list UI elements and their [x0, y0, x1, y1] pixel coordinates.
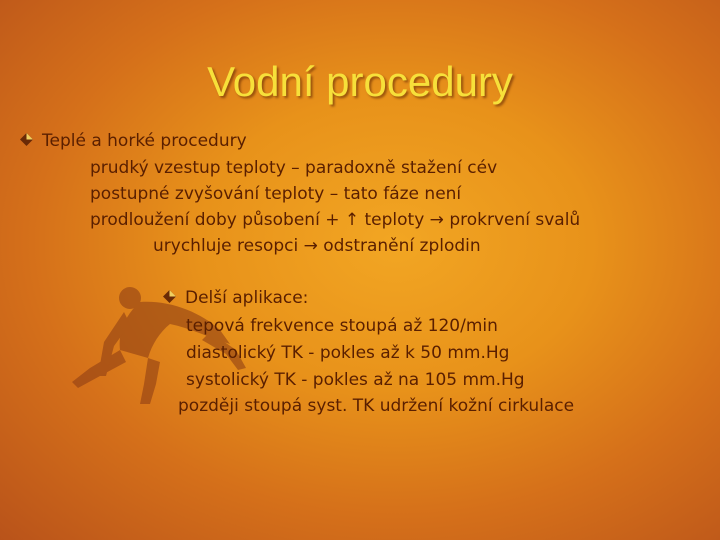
section2-line-3: systolický TK - pokles až na 105 mm.Hg: [186, 370, 525, 390]
slide-title: Vodní procedury: [207, 58, 513, 105]
diamond-bullet-icon: [20, 133, 33, 146]
section1-line-2: postupné zvyšování teploty – tato fáze není: [90, 184, 462, 204]
section1-line-4: urychluje resopci → odstranění zplodin: [153, 236, 481, 256]
section1-line-1: prudký vzestup teploty – paradoxně stažení cév: [90, 158, 498, 178]
section1-line-3: prodloužení doby působení + ↑ teploty → prokrvení svalů: [90, 210, 581, 230]
section2-heading: Delší aplikace:: [185, 288, 309, 308]
diamond-bullet-icon: [163, 290, 176, 303]
section2-line-1: tepová frekvence stoupá až 120/min: [186, 316, 498, 336]
section1-heading: Teplé a horké procedury: [42, 131, 247, 151]
section2-line-4: později stoupá syst. TK udržení kožní cirkulace: [178, 396, 575, 416]
section2-line-2: diastolický TK - pokles až k 50 mm.Hg: [186, 343, 510, 363]
bullet-item-longer-application: [163, 285, 308, 312]
bullet-item-warm-procedures: [20, 128, 247, 155]
